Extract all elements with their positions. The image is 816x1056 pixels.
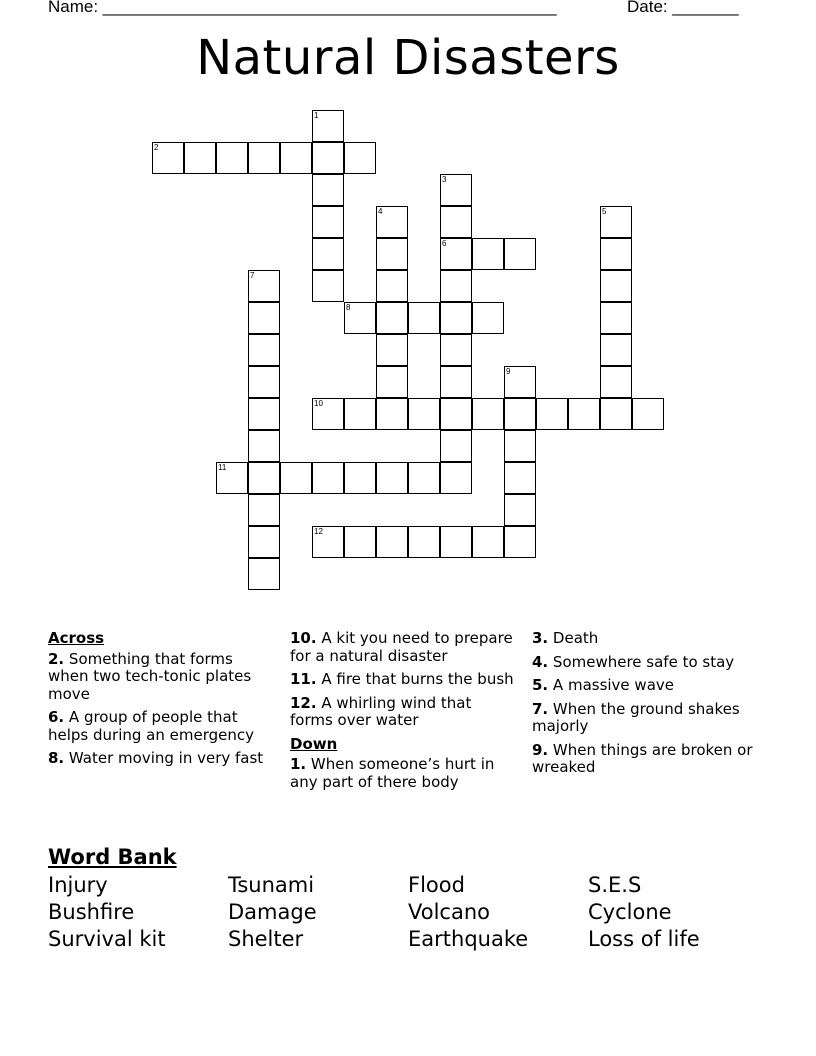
grid-cell[interactable]	[248, 366, 280, 398]
grid-cell[interactable]	[504, 366, 536, 398]
clue-down-4: 4. Somewhere safe to stay	[532, 652, 735, 671]
clue-down-5: 5. A massive wave	[532, 676, 674, 694]
grid-cell[interactable]	[248, 558, 280, 590]
grid-cell[interactable]	[312, 174, 344, 206]
grid-cell[interactable]	[504, 398, 536, 430]
grid-cell[interactable]	[376, 398, 408, 430]
grid-cell[interactable]	[312, 238, 344, 270]
word-bank-title: Word Bank	[48, 845, 177, 869]
clue-number: 2	[154, 143, 159, 152]
word-bank-item: Shelter	[228, 927, 304, 951]
grid-cell[interactable]	[312, 462, 344, 494]
down-heading: Down	[290, 734, 338, 753]
grid-cell[interactable]	[440, 398, 472, 430]
grid-cell[interactable]	[472, 526, 504, 558]
word-bank-item: Bushfire	[48, 900, 135, 924]
grid-cell[interactable]	[312, 526, 344, 558]
grid-cell[interactable]	[504, 462, 536, 494]
clue-down-7: 7. When the ground shakes majorly	[532, 699, 740, 735]
clue-down-9: 9. When things are broken or wreaked	[532, 740, 753, 776]
grid-cell[interactable]	[248, 526, 280, 558]
clue-across-10: 10. A kit you need to prepare for a natural disaster	[290, 629, 513, 665]
header	[48, 0, 748, 19]
grid-cell[interactable]	[504, 430, 536, 462]
grid-cell[interactable]	[376, 462, 408, 494]
clue-number: 9	[506, 367, 511, 376]
page-title: Natural Disasters	[196, 30, 620, 86]
grid-cell[interactable]	[440, 238, 472, 270]
clue-number: 7	[250, 271, 255, 280]
clue-number: 3	[442, 175, 447, 184]
grid-cell[interactable]	[376, 238, 408, 270]
grid-cell[interactable]	[504, 238, 536, 270]
grid-cell[interactable]	[632, 398, 664, 430]
clue-number: 6	[442, 239, 447, 248]
clue-across-11: 11. A fire that burns the bush	[290, 670, 514, 688]
clue-number: 10	[314, 399, 323, 408]
grid-cell[interactable]	[248, 302, 280, 334]
grid-cell[interactable]	[600, 334, 632, 366]
clue-number: 1	[314, 111, 319, 120]
clues-column-2	[290, 630, 515, 797]
clue-across-2: 2. Something that forms when two tech-tonic plates move	[48, 649, 252, 703]
grid-cell[interactable]	[376, 366, 408, 398]
grid-cell[interactable]	[248, 462, 280, 494]
grid-cell[interactable]	[440, 526, 472, 558]
grid-cell[interactable]	[344, 142, 376, 174]
grid-cell[interactable]	[376, 302, 408, 334]
grid-cell[interactable]	[376, 206, 408, 238]
grid-cell[interactable]	[280, 142, 312, 174]
grid-cell[interactable]	[248, 494, 280, 526]
grid-cell[interactable]	[600, 302, 632, 334]
grid-cell[interactable]	[312, 270, 344, 302]
grid-cell[interactable]	[312, 398, 344, 430]
word-bank-item: Loss of life	[588, 927, 700, 951]
word-bank-item: Survival kit	[48, 927, 166, 951]
grid-cell[interactable]	[600, 366, 632, 398]
grid-cell[interactable]	[536, 398, 568, 430]
word-bank-item: Cyclone	[588, 900, 672, 924]
grid-cell[interactable]	[440, 270, 472, 302]
grid-cell[interactable]	[376, 270, 408, 302]
word-bank-item: Damage	[228, 900, 317, 924]
word-bank-item: Injury	[48, 873, 108, 897]
grid-cell[interactable]	[440, 430, 472, 462]
grid-cell[interactable]	[248, 270, 280, 302]
grid-cell[interactable]	[152, 142, 184, 174]
grid-cell[interactable]	[248, 334, 280, 366]
grid-cell[interactable]	[472, 302, 504, 334]
name-field[interactable]: Name: ________________________________________________	[48, 0, 557, 16]
clues-column-1	[48, 630, 273, 774]
grid-cell[interactable]	[344, 398, 376, 430]
grid-cell[interactable]	[440, 302, 472, 334]
grid-cell[interactable]	[600, 398, 632, 430]
grid-cell[interactable]	[248, 142, 280, 174]
word-bank-item: Volcano	[408, 900, 490, 924]
grid-cell[interactable]	[504, 494, 536, 526]
word-bank-item: Earthquake	[408, 927, 529, 951]
grid-cell[interactable]	[312, 142, 344, 174]
grid-cell[interactable]	[216, 462, 248, 494]
grid-cell[interactable]	[344, 526, 376, 558]
grid-cell[interactable]	[408, 526, 440, 558]
grid-cell[interactable]	[312, 110, 344, 142]
clue-number: 8	[346, 303, 351, 312]
grid-cell[interactable]	[344, 302, 376, 334]
date-field[interactable]: Date: _______	[627, 0, 739, 16]
clue-number: 5	[602, 207, 607, 216]
clues-column-3	[532, 630, 757, 783]
grid-cell[interactable]	[408, 302, 440, 334]
grid-cell[interactable]	[600, 238, 632, 270]
grid-cell[interactable]	[248, 430, 280, 462]
grid-cell[interactable]	[440, 366, 472, 398]
clue-across-12: 12. A whirling wind that forms over water	[290, 693, 472, 729]
clue-down-3: 3. Death	[532, 629, 599, 647]
clue-number: 11	[218, 463, 227, 472]
grid-cell[interactable]	[408, 398, 440, 430]
grid-cell[interactable]	[216, 142, 248, 174]
grid-cell[interactable]	[568, 398, 600, 430]
word-bank-item: Tsunami	[228, 873, 315, 897]
clue-number: 12	[314, 527, 323, 536]
word-bank-item: S.E.S	[588, 873, 642, 897]
grid-cell[interactable]	[504, 526, 536, 558]
grid-cell[interactable]	[440, 174, 472, 206]
grid-cell[interactable]	[472, 398, 504, 430]
clue-across-6: 6. A group of people that helps during an emergency	[48, 708, 254, 744]
word-bank	[48, 873, 768, 951]
clue-number: 4	[378, 207, 383, 216]
grid-cell[interactable]	[440, 206, 472, 238]
word-bank-item: Flood	[408, 873, 465, 897]
grid-cell[interactable]	[344, 462, 376, 494]
grid-cell[interactable]	[376, 526, 408, 558]
clue-down-1: 1. When someone’s hurt in any part of there body	[290, 755, 495, 791]
grid-cell[interactable]	[408, 462, 440, 494]
grid-cell[interactable]	[184, 142, 216, 174]
grid-cell[interactable]	[280, 462, 312, 494]
clue-across-8: 8. Water moving in very fast	[48, 749, 264, 767]
grid-cell[interactable]	[600, 270, 632, 302]
grid-cell[interactable]	[440, 462, 472, 494]
across-heading: Across	[48, 629, 105, 647]
grid-cell[interactable]	[376, 334, 408, 366]
grid-cell[interactable]	[472, 238, 504, 270]
grid-cell[interactable]	[248, 398, 280, 430]
grid-cell[interactable]	[312, 206, 344, 238]
grid-cell[interactable]	[600, 206, 632, 238]
grid-cell[interactable]	[440, 334, 472, 366]
